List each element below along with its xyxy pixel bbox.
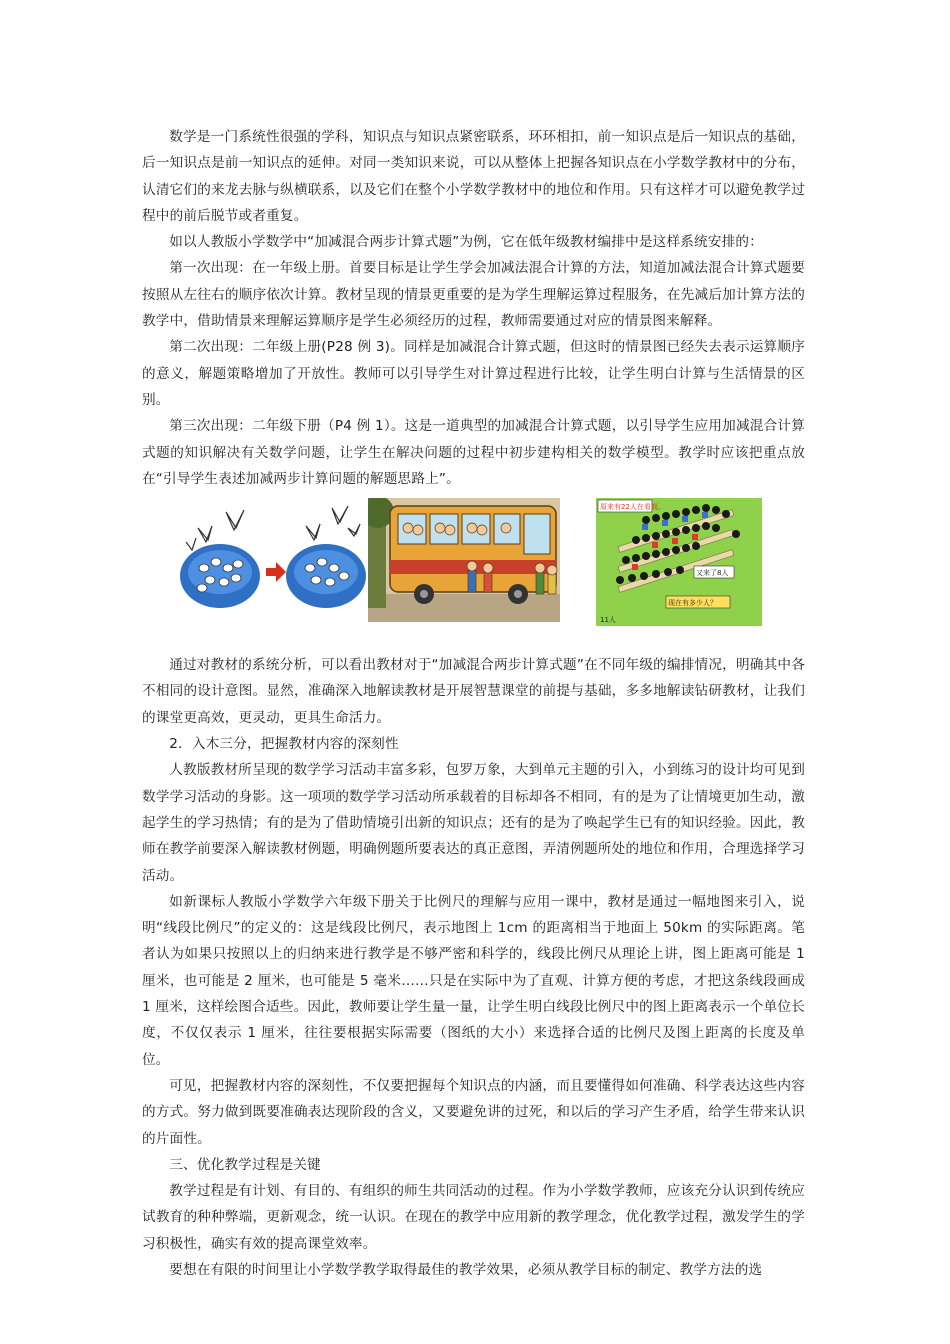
- paragraph: 通过对教材的系统分析，可以看出教材对于“加减混合两步计算式题”在不同年级的编排情况，明确其中各不相同的设计意图。显然，准确深入地解读教材是开展智慧课堂的前提与基础，多多地解读钻研教材，让我们的课堂更高效，更灵动，更具生命活力。: [142, 657, 805, 726]
- paragraph: 第一次出现：在一年级上册。首要目标是让学生学会加减法混合计算的方法，知道加减法混合计算式题要按照从左往右的顺序依次计算。教材呈现的情景更重要的是为学生理解运算过程服务，在先减后加计算方法的教学中，借助情景来理解运算顺序是学生必须经历的过程，教师需要通过对应的情景图来解释。: [142, 260, 805, 330]
- paragraph: 数学是一门系统性很强的学科，知识点与知识点紧密联系，环环相扣，前一知识点是后一知识点的基础，后一知识点是前一知识点的延伸。对同一类知识来说，可以从整体上把握各知识点在小学数学教材中的分布，认清它们的来龙去脉与纵横联系，以及它们在整个小学数学教材中的地位和作用。只有这样才可以避免教学过程中的前后脱节或者重复。: [142, 129, 805, 224]
- section-heading: 三、优化教学过程是关键: [169, 1156, 321, 1173]
- illustration-bus: [368, 498, 560, 622]
- illustration-audience: [596, 498, 762, 626]
- paragraph: 可见，把握教材内容的深刻性，不仅要把握每个知识点的内涵，而且要懂得如何准确、科学表达这些内容的方式。努力做到既要准确表达现阶段的含义，又要避免讲的过死，和以后的学习产生矛盾，给学生带来认识的片面性。: [142, 1077, 805, 1147]
- illustration-ducks-pond: [178, 498, 368, 624]
- paragraph: 要想在有限的时间里让小学数学教学取得最佳的教学效果，必须从教学目标的制定、教学方法的选: [169, 1261, 763, 1278]
- bubble-label: 又来了8人: [696, 569, 729, 578]
- bubble-label: 原来有22人在看戏。: [600, 503, 665, 512]
- paragraph: 人教版教材所呈现的数学学习活动丰富多彩，包罗万象，大到单元主题的引入，小到练习的设计均可见到数学学习活动的身影。这一项项的数学学习活动所承载着的目标却各不相同，有的是为了让情境更加生动，激起学生的学习热情；有的是为了借助情境引出新的知识点；还有的是为了唤起学生已有的知识经验。因此，教师在教学前要深入解读教材例题，明确例题所要表达的真正意图，弄清例题所处的地位和作用，合理选择学习活动。: [142, 762, 805, 884]
- figure-note: 11人: [600, 616, 616, 625]
- illustration-row: [142, 498, 805, 638]
- paragraph: 教学过程是有计划、有目的、有组织的师生共同活动的过程。作为小学数学教师，应该充分认识到传统应试教育的种种弊端，更新观念，统一认识。在现在的教学中应用新的教学理念，优化教学过程，激发学生的学习积极性，确实有效的提高课堂效率。: [142, 1183, 805, 1252]
- paragraph: 如以人教版小学数学中“加减混合两步计算式题”为例，它在低年级教材编排中是这样系统安排的：: [169, 234, 764, 251]
- document-body: [142, 124, 805, 1283]
- paragraph: 第二次出现：二年级上册(P28 例 3)。同样是加减混合计算式题，但这时的情景图已经失去表示运算顺序的意义，解题策略增加了开放性。教师可以引导学生对计算过程进行比较，让学生明白计算与生活情景的区别。: [142, 339, 805, 408]
- paragraph: 第三次出现：二年级下册（P4 例 1）。这是一道典型的加减混合计算式题，以引导学生应用加减混合计算式题的知识解决有关数学问题，让学生在解决问题的过程中初步建构相关的数学模型。教学时应该把重点放在“引导学生表述加减两步计算问题的解题思路上”。: [142, 418, 805, 487]
- section-heading: 2．入木三分，把握教材内容的深刻性: [169, 736, 399, 753]
- paragraph: 如新课标人教版小学数学六年级下册关于比例尺的理解与应用一课中，教材是通过一幅地图来引入，说明“线段比例尺”的定义的：这是线段比例尺，表示地图上 1cm 的距离相当于地面上 50km 的实际距离。笔者认为如果只按照以上的归纳来进行教学是不够严密和科学的，线段比例尺从理论上讲，图上距离可能是 1 厘米，也可能是 2 厘米，也可能是 5 毫米……只是在实际中为了直观、计算方便的考虑，才把这条线段画成 1 厘米，这样绘图合适些。因此，教师要让学生量一量，让学生明白线段比例尺中的图上距离表示一个单位长度，不仅仅表示 1 厘米，往往要根据实际需要（图纸的大小）来选择合适的比例尺及图上距离的长度及单位。: [142, 893, 805, 1068]
- bubble-label: 现在有多少人？: [668, 599, 717, 608]
